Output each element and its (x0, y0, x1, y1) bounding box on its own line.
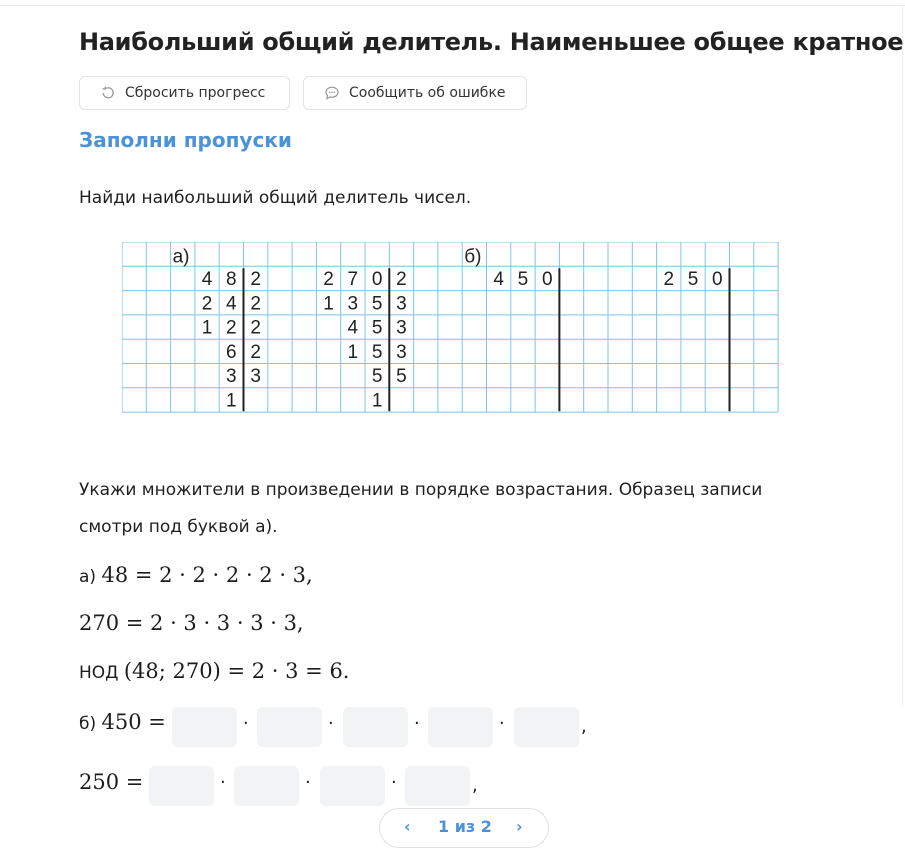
digit-48: 1 (201, 317, 213, 339)
pagination (379, 808, 549, 848)
factor-250-input-3[interactable] (320, 766, 385, 806)
grid-paper (122, 242, 782, 418)
label-a: а) (172, 246, 190, 268)
factorization-grid (122, 242, 782, 422)
task-hint-line-2: смотри под буквой а). (79, 517, 278, 537)
example-row-270 (79, 611, 304, 635)
factor-450-input-1[interactable] (172, 707, 237, 747)
digit-250: 5 (687, 268, 699, 290)
digit-270: 3 (396, 317, 407, 339)
example-a-label: а) (79, 567, 97, 587)
digit-270: 2 (323, 268, 334, 290)
digit-270: 3 (396, 341, 407, 363)
digit-270: 5 (371, 293, 383, 315)
digit-48: 1 (226, 390, 237, 412)
digit-270: 2 (396, 268, 407, 290)
factor-250-input-1[interactable] (149, 766, 214, 806)
speech-bubble-icon (324, 85, 340, 101)
lhs-250: 250 = (79, 770, 144, 794)
factor-450-input-4[interactable] (428, 707, 493, 747)
digit-450: 4 (493, 268, 504, 290)
comma: , (581, 716, 587, 737)
task-instruction: Найди наибольший общий делитель чисел. (79, 188, 472, 208)
digit-270: 5 (396, 366, 407, 388)
dot-separator: · (391, 772, 397, 793)
dot-separator: · (243, 713, 249, 734)
digit-270: 1 (371, 390, 383, 412)
reset-icon (100, 85, 116, 101)
top-divider (0, 5, 905, 6)
report-error-button[interactable] (303, 76, 527, 110)
page-title: Наибольший общий делитель. Наименьшее общее кратное (79, 28, 904, 56)
digit-48: 2 (250, 268, 261, 290)
example-48-expression: 48 = 2 · 2 · 2 · 2 · 3, (101, 563, 313, 587)
digit-48: 2 (250, 341, 261, 363)
dot-separator: · (328, 713, 334, 734)
factor-450-input-3[interactable] (343, 707, 408, 747)
label-b: б) (464, 246, 482, 268)
digit-270: 3 (396, 293, 407, 315)
example-row-gcd (79, 659, 349, 683)
example-row-48 (79, 563, 313, 587)
dot-separator: · (220, 772, 226, 793)
digit-48: 4 (226, 293, 237, 315)
digit-270: 1 (347, 341, 359, 363)
task-title: Заполни пропуски (79, 128, 292, 152)
example-270-expression: 270 = 2 · 3 · 3 · 3 · 3, (79, 611, 304, 635)
digit-250: 0 (712, 268, 723, 290)
digit-270: 3 (347, 293, 359, 315)
digit-270: 5 (371, 366, 383, 388)
digit-270: 5 (371, 341, 383, 363)
task-hint-line-1: Укажи множители в произведении в порядке возрастания. Образец записи (79, 480, 763, 500)
lhs-450: 450 = (101, 710, 166, 734)
answer-row-250 (79, 770, 143, 794)
digit-270: 5 (371, 317, 383, 339)
digit-270: 4 (347, 317, 359, 339)
digit-48: 2 (250, 293, 261, 315)
digit-450: 5 (517, 268, 529, 290)
digit-270: 0 (371, 268, 383, 290)
reset-progress-button[interactable] (79, 76, 290, 110)
next-page-button[interactable]: › (516, 817, 523, 836)
answer-row-450 (79, 710, 166, 734)
digit-48: 2 (250, 317, 261, 339)
prev-page-button[interactable]: ‹ (404, 817, 411, 836)
factor-250-input-2[interactable] (234, 766, 299, 806)
factor-450-input-5[interactable] (514, 707, 579, 747)
digit-48: 3 (250, 366, 261, 388)
example-gcd-expression: (48; 270) = 2 · 3 = 6. (123, 659, 350, 683)
digit-450: 0 (541, 268, 553, 290)
gcd-label: НОД (79, 663, 119, 683)
digit-48: 3 (226, 366, 237, 388)
comma: , (472, 775, 478, 796)
digit-48: 6 (226, 341, 237, 363)
answer-b-label: б) (79, 714, 97, 734)
factor-250-input-4[interactable] (405, 766, 470, 806)
digit-48: 2 (201, 293, 213, 315)
digit-270: 1 (323, 293, 334, 315)
scrollbar-track (902, 6, 903, 706)
digit-48: 4 (201, 268, 213, 290)
dot-separator: · (414, 713, 420, 734)
factor-450-input-2[interactable] (257, 707, 322, 747)
digit-48: 2 (226, 317, 237, 339)
digit-270: 7 (347, 268, 359, 290)
page-indicator: 1 из 2 (438, 817, 492, 836)
report-error-label: Сообщить об ошибке (349, 85, 506, 101)
dot-separator: · (499, 713, 505, 734)
dot-separator: · (305, 772, 311, 793)
digit-250: 2 (663, 268, 675, 290)
reset-progress-label: Сбросить прогресс (125, 85, 266, 101)
digit-48: 8 (226, 268, 237, 290)
